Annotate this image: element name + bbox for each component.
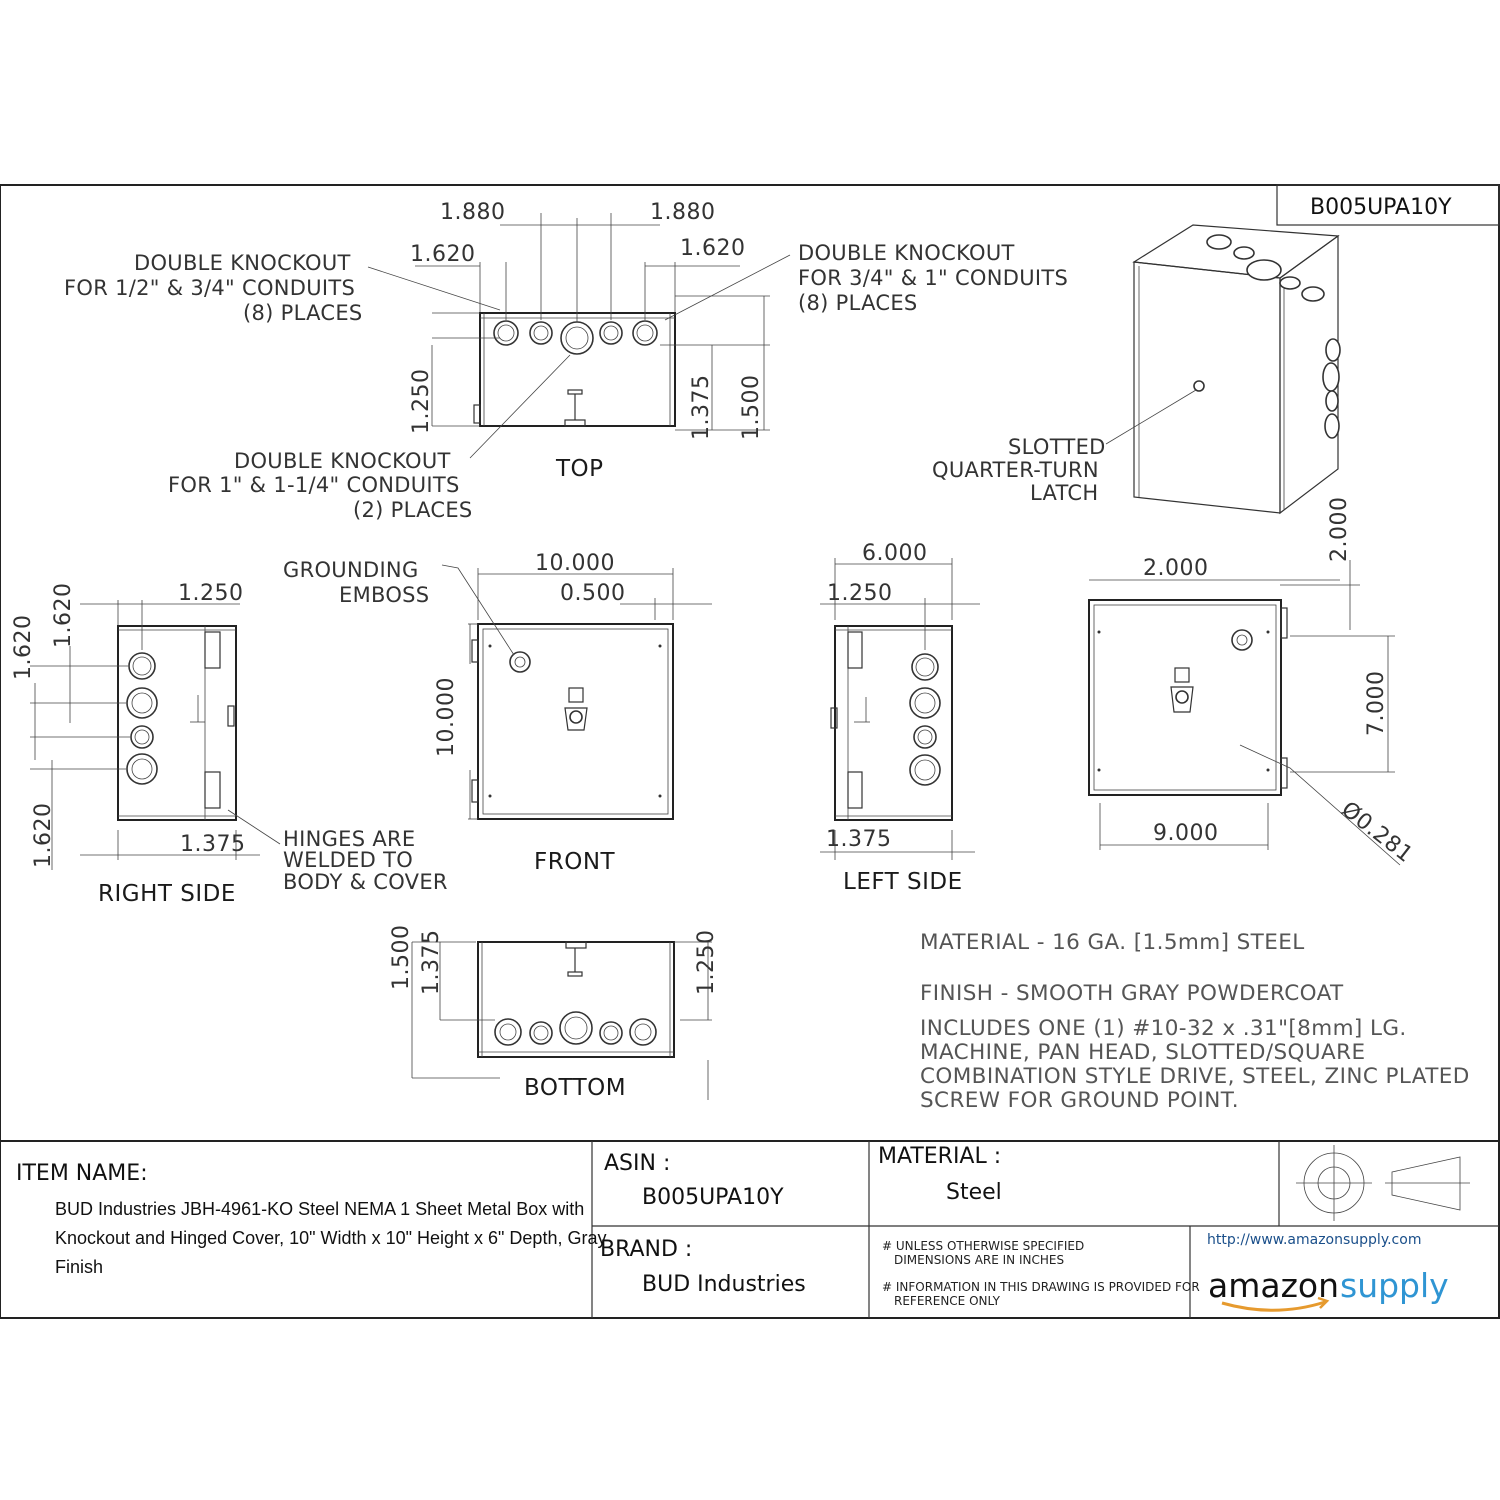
svg-text:COMBINATION STYLE DRIVE, STEEL: COMBINATION STYLE DRIVE, STEEL, ZINC PLATED	[920, 1064, 1470, 1089]
svg-text:(8) PLACES: (8) PLACES	[798, 291, 918, 315]
dim-bottom-1375: 1.375	[419, 929, 444, 995]
item-name-label: ITEM NAME:	[16, 1161, 148, 1186]
dim-left-1375: 1.375	[826, 827, 892, 852]
amazonsupply-logo	[1208, 1266, 1449, 1310]
label-right-side: RIGHT SIDE	[98, 881, 236, 907]
label-bottom: BOTTOM	[524, 1075, 627, 1101]
dim-back-2000-y: 2.000	[1327, 496, 1352, 562]
brand-value: BUD Industries	[642, 1272, 806, 1297]
dim-front-10000-h: 10.000	[434, 677, 459, 757]
dim-right-1620-b: 1.620	[11, 614, 36, 680]
item-name-line-1: BUD Industries JBH-4961-KO Steel NEMA 1 Sheet Metal Box with	[55, 1199, 585, 1219]
svg-text:FOR 3/4" & 1" CONDUITS: FOR 3/4" & 1" CONDUITS	[798, 266, 1069, 290]
bottom-view	[478, 942, 674, 1057]
spec-notes	[920, 930, 1470, 1113]
dim-bottom-1250: 1.250	[694, 929, 719, 995]
top-view	[474, 313, 675, 426]
dim-back-7000: 7.000	[1364, 670, 1389, 736]
back-view	[1089, 600, 1287, 795]
ko-center-callout	[168, 355, 570, 522]
dim-top-1500: 1.500	[739, 374, 764, 440]
dim-right-1250: 1.250	[178, 581, 244, 606]
spec-material: MATERIAL - 16 GA. [1.5mm] STEEL	[920, 930, 1305, 955]
dim-back-hole: Ø0.281	[1336, 797, 1418, 869]
dim-right-1375: 1.375	[180, 832, 246, 857]
svg-text:MACHINE, PAN HEAD, SLOTTED/SQU: MACHINE, PAN HEAD, SLOTTED/SQUARE	[920, 1040, 1366, 1065]
brand-label: BRAND :	[600, 1237, 693, 1262]
material-label: MATERIAL :	[878, 1144, 1002, 1169]
svg-text:DOUBLE KNOCKOUT: DOUBLE KNOCKOUT	[134, 251, 351, 275]
note-2: # INFORMATION IN THIS DRAWING IS PROVIDED FOR	[882, 1280, 1200, 1294]
item-name-line-3: Finish	[55, 1257, 104, 1277]
svg-text:DOUBLE KNOCKOUT: DOUBLE KNOCKOUT	[234, 449, 451, 473]
note-2b: REFERENCE ONLY	[894, 1294, 1000, 1308]
svg-text:amazon: amazon	[1208, 1266, 1340, 1305]
spec-finish: FINISH - SMOOTH GRAY POWDERCOAT	[920, 981, 1344, 1006]
front-view	[472, 624, 673, 819]
svg-text:LATCH: LATCH	[1030, 481, 1099, 505]
latch-callout	[932, 390, 1196, 505]
dim-front-0500: 0.500	[560, 581, 626, 606]
label-left-side: LEFT SIDE	[843, 869, 963, 895]
dim-top-1880-left: 1.880	[440, 200, 506, 225]
material-value: Steel	[946, 1180, 1002, 1205]
label-front: FRONT	[534, 849, 616, 875]
svg-text:BODY & COVER: BODY & COVER	[283, 870, 448, 894]
dim-top-1880-right: 1.880	[650, 200, 716, 225]
dim-bottom-1500: 1.500	[389, 924, 414, 990]
item-name-line-2: Knockout and Hinged Cover, 10" Width x 10" Height x 6" Depth, Gray	[55, 1228, 607, 1248]
dim-top-1620-right: 1.620	[680, 236, 746, 261]
svg-text:WELDED TO: WELDED TO	[283, 848, 414, 872]
note-1: # UNLESS OTHERWISE SPECIFIED	[882, 1239, 1085, 1253]
dim-back-9000: 9.000	[1153, 821, 1219, 846]
drawing-border	[0, 185, 1499, 1318]
asin-label: ASIN :	[604, 1151, 671, 1176]
left-side-view	[831, 626, 952, 820]
svg-text:supply: supply	[1340, 1266, 1449, 1305]
note-1b: DIMENSIONS ARE IN INCHES	[894, 1253, 1065, 1267]
asin-value: B005UPA10Y	[642, 1185, 784, 1210]
right-side-view	[118, 626, 236, 820]
dim-back-2000-x: 2.000	[1143, 556, 1209, 581]
drawing-id: B005UPA10Y	[1310, 195, 1452, 220]
svg-text:INCLUDES ONE (1) #10-32 x .31": INCLUDES ONE (1) #10-32 x .31"[8mm] LG.	[920, 1016, 1407, 1041]
dim-left-6000: 6.000	[862, 541, 928, 566]
isometric-view	[1134, 225, 1340, 513]
dim-top-1375: 1.375	[689, 374, 714, 440]
svg-text:FOR 1/2" & 3/4" CONDUITS: FOR 1/2" & 3/4" CONDUITS	[64, 276, 356, 300]
svg-text:FOR 1" & 1-1/4" CONDUITS: FOR 1" & 1-1/4" CONDUITS	[168, 473, 460, 497]
dim-left-1250: 1.250	[827, 581, 893, 606]
dim-right-1620-c: 1.620	[31, 802, 56, 868]
dim-top-1250: 1.250	[409, 368, 434, 434]
label-top: TOP	[556, 456, 604, 482]
svg-text:SLOTTED: SLOTTED	[1008, 435, 1106, 459]
dim-right-1620-a: 1.620	[51, 582, 76, 648]
svg-text:(2) PLACES: (2) PLACES	[353, 498, 473, 522]
supplier-url[interactable]: http://www.amazonsupply.com	[1207, 1232, 1422, 1248]
hinges-callout	[228, 810, 448, 894]
svg-text:GROUNDING: GROUNDING	[283, 558, 419, 582]
svg-text:HINGES ARE: HINGES ARE	[283, 827, 416, 851]
svg-text:(8) PLACES: (8) PLACES	[243, 301, 363, 325]
dim-front-10000-w: 10.000	[535, 551, 615, 576]
svg-text:DOUBLE KNOCKOUT: DOUBLE KNOCKOUT	[798, 241, 1015, 265]
svg-text:EMBOSS: EMBOSS	[339, 583, 430, 607]
svg-text:SCREW FOR GROUND POINT.: SCREW FOR GROUND POINT.	[920, 1088, 1239, 1113]
grounding-callout	[283, 558, 514, 655]
dim-top-1620-left: 1.620	[410, 242, 476, 267]
svg-text:QUARTER-TURN: QUARTER-TURN	[932, 458, 1099, 482]
